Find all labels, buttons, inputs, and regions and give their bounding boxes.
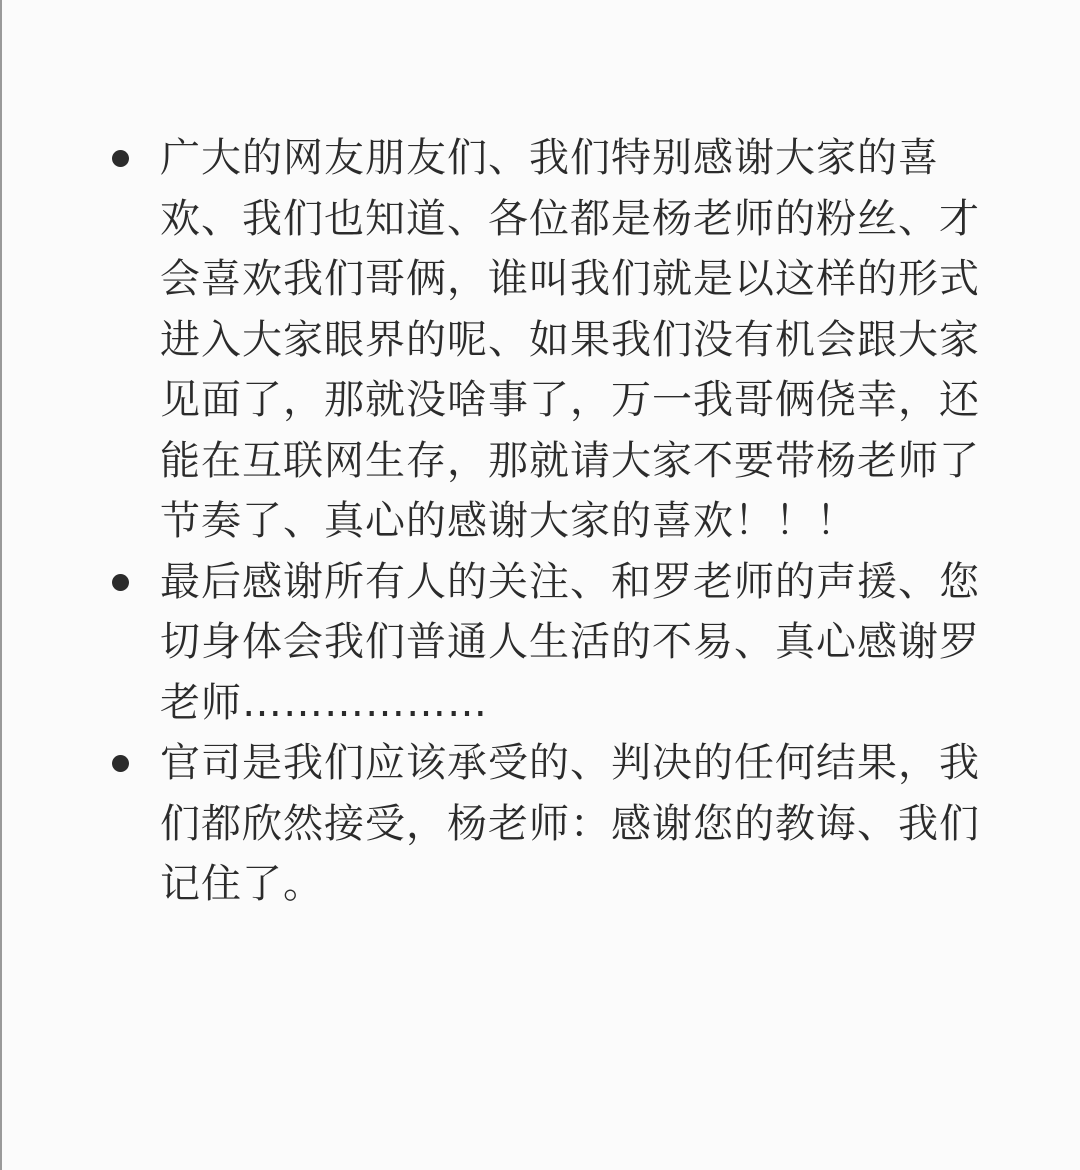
bullet-text: 最后感谢所有人的关注、和罗老师的声援、您切身体会我们普通人生活的不易、真心感谢罗老师……………… <box>160 558 980 726</box>
bullet-item <box>2 552 1080 734</box>
document-page <box>2 0 1080 1170</box>
bullet-dot-icon <box>112 574 129 591</box>
bullet-list <box>2 128 1080 915</box>
bullet-item <box>2 128 1080 552</box>
bullet-dot-icon <box>112 150 129 167</box>
bullet-dot-icon <box>112 755 129 772</box>
bullet-text: 广大的网友朋友们、我们特别感谢大家的喜欢、我们也知道、各位都是杨老师的粉丝、才会喜欢我们哥俩，谁叫我们就是以这样的形式进入大家眼界的呢、如果我们没有机会跟大家见面了，那就没啥事了，万一我哥俩侥幸，还能在互联网生存，那就请大家不要带杨老师了节奏了、真心的感谢大家的喜欢！！！ <box>160 135 980 544</box>
bullet-text: 官司是我们应该承受的、判决的任何结果，我们都欣然接受，杨老师：感谢您的教诲、我们记住了。 <box>160 740 980 907</box>
bullet-item <box>2 733 1080 915</box>
